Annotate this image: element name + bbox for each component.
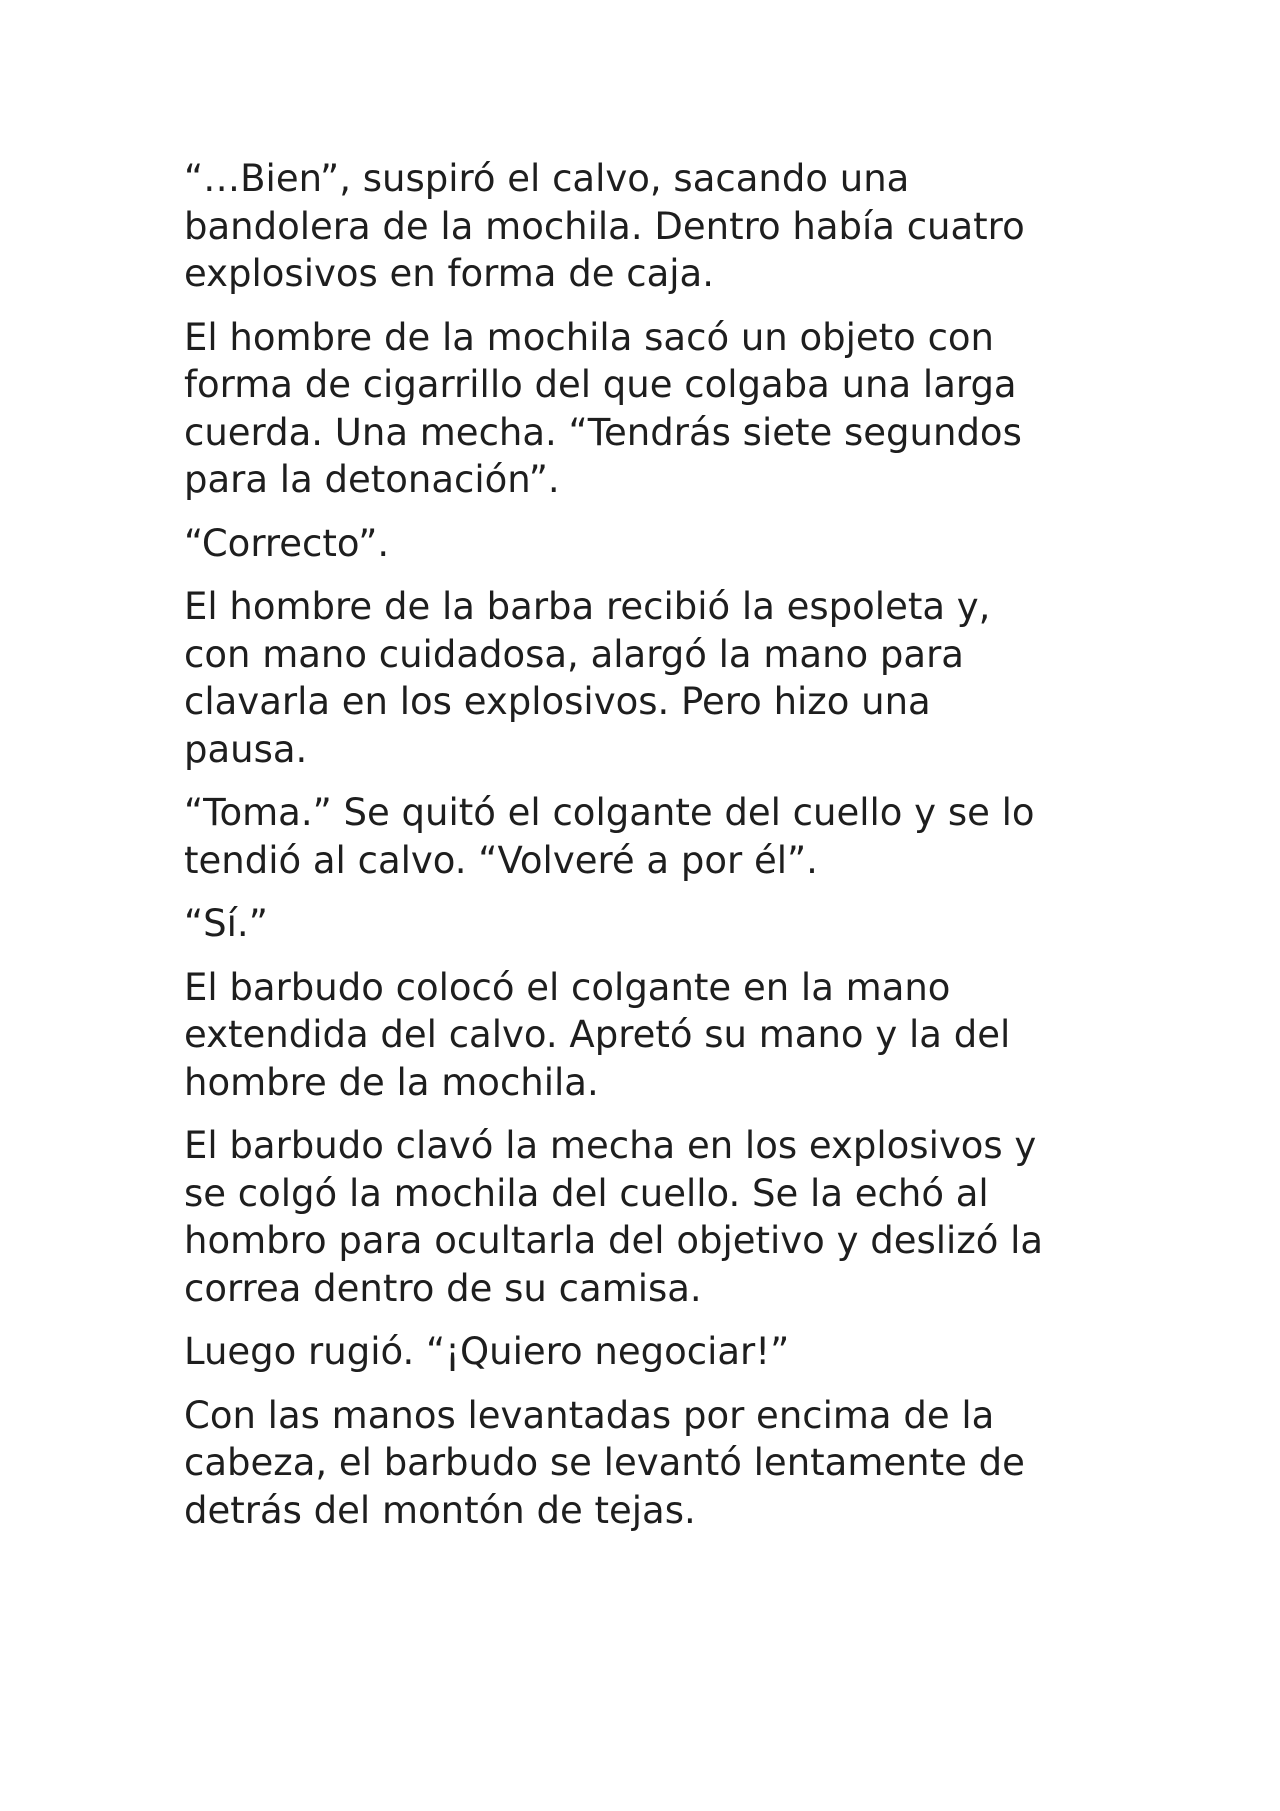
paragraph: El hombre de la barba recibió la espoleta y, con mano cuidadosa, alargó la mano para clavarla en los explosivos. Pero hizo una pausa. [184, 585, 991, 771]
paragraph: Con las manos levantadas por encima de la cabeza, el barbudo se levantó lentamente de detrás del montón de tejas. [184, 1393, 1025, 1532]
paragraph: El barbudo colocó el colgante en la mano extendida del calvo. Apretó su mano y la del hombre de la mochila. [184, 965, 1011, 1104]
paragraph: El barbudo clavó la mecha en los explosivos y se colgó la mochila del cuello. Se la echó al hombro para ocultarla del objetivo y deslizó la correa dentro de su camisa. [184, 1124, 1044, 1310]
paragraph: “…Bien”, suspiró el calvo, sacando una bandolera de la mochila. Dentro había cuatro explosivos en forma de caja. [184, 157, 1025, 295]
paragraph: El hombre de la mochila sacó un objeto con forma de cigarrillo del que colgaba una larga cuerda. Una mecha. “Tendrás siete segundos para la detonación”. [184, 315, 1022, 501]
document-page [184, 155, 1114, 1550]
paragraph: “Toma.” Se quitó el colgante del cuello y se lo tendió al calvo. “Volveré a por él”. [184, 791, 1035, 882]
paragraph: Luego rugió. “¡Quiero negociar!” [184, 1330, 790, 1373]
paragraph: “Sí.” [184, 902, 268, 945]
paragraph: “Correcto”. [184, 521, 390, 565]
